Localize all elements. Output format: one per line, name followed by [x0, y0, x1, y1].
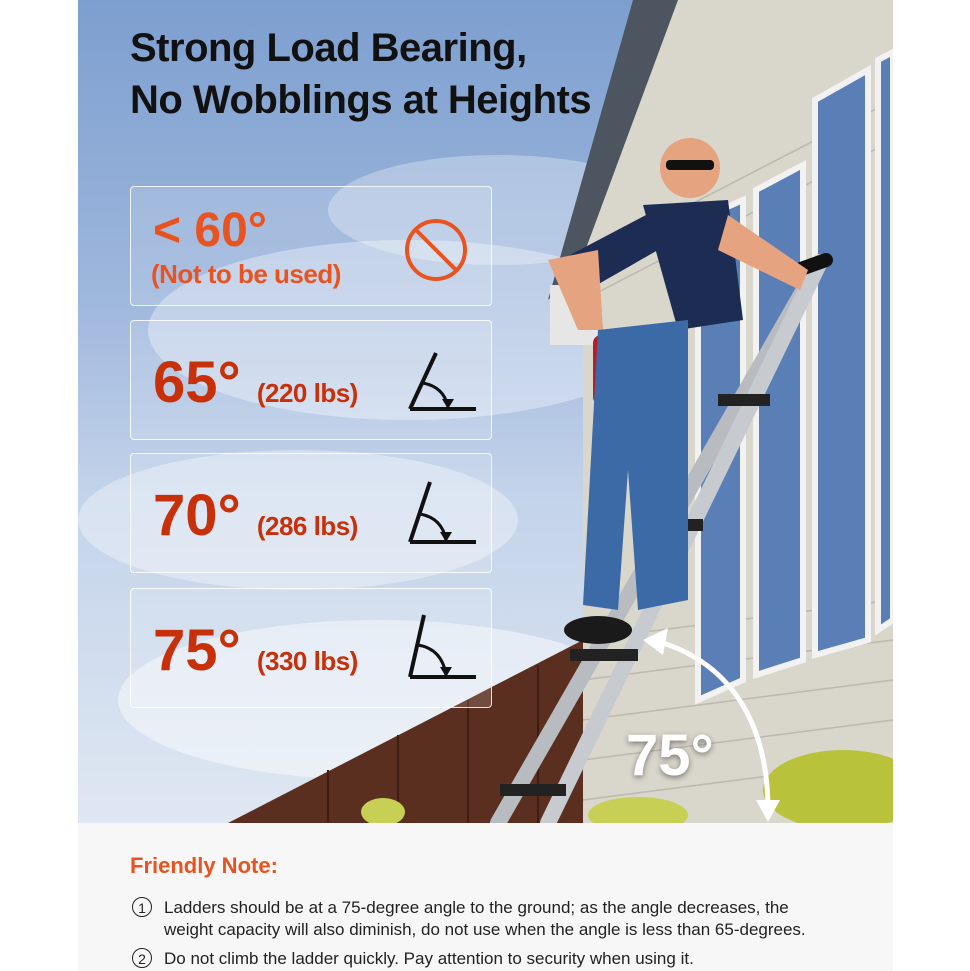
angle-degrees: 70° — [153, 483, 241, 548]
note-item-1 — [132, 897, 832, 941]
angle-card-under-60 — [130, 186, 492, 306]
friendly-note — [78, 823, 893, 971]
angle-value: < 60° — [153, 204, 267, 257]
angle-icon — [406, 347, 478, 413]
angle-value — [153, 482, 358, 549]
angle-value — [153, 349, 358, 416]
angle-card-65 — [130, 320, 492, 440]
prohibited-icon — [403, 217, 469, 283]
note-number: 2 — [132, 948, 152, 968]
headline-line-2: No Wobblings at Heights — [130, 78, 592, 122]
note-item-2 — [132, 948, 832, 970]
not-to-be-used-label: (Not to be used) — [151, 259, 341, 289]
weight-capacity: (220 lbs) — [256, 378, 358, 408]
friendly-note-title: Friendly Note: — [130, 853, 278, 878]
angle-card-70 — [130, 453, 492, 573]
note-number: 1 — [132, 897, 152, 917]
headline — [130, 22, 591, 126]
hero-photo — [78, 0, 893, 823]
ladder-angle-label: 75° — [626, 723, 714, 788]
note-text: Ladders should be at a 75-degree angle to the ground; as the angle decreases, the weight capacity will also diminish, do not use when the angle is less than 65-degrees. — [164, 898, 806, 939]
weight-capacity: (286 lbs) — [256, 511, 358, 541]
note-text: Do not climb the ladder quickly. Pay attention to security when using it. — [164, 949, 694, 968]
angle-icon — [406, 611, 478, 681]
angle-degrees: 65° — [153, 350, 241, 415]
angle-value — [153, 617, 358, 684]
headline-line-1: Strong Load Bearing, — [130, 26, 527, 70]
weight-capacity: (330 lbs) — [256, 646, 358, 676]
angle-degrees: 75° — [153, 618, 241, 683]
angle-card-75 — [130, 588, 492, 708]
angle-icon — [406, 478, 478, 546]
